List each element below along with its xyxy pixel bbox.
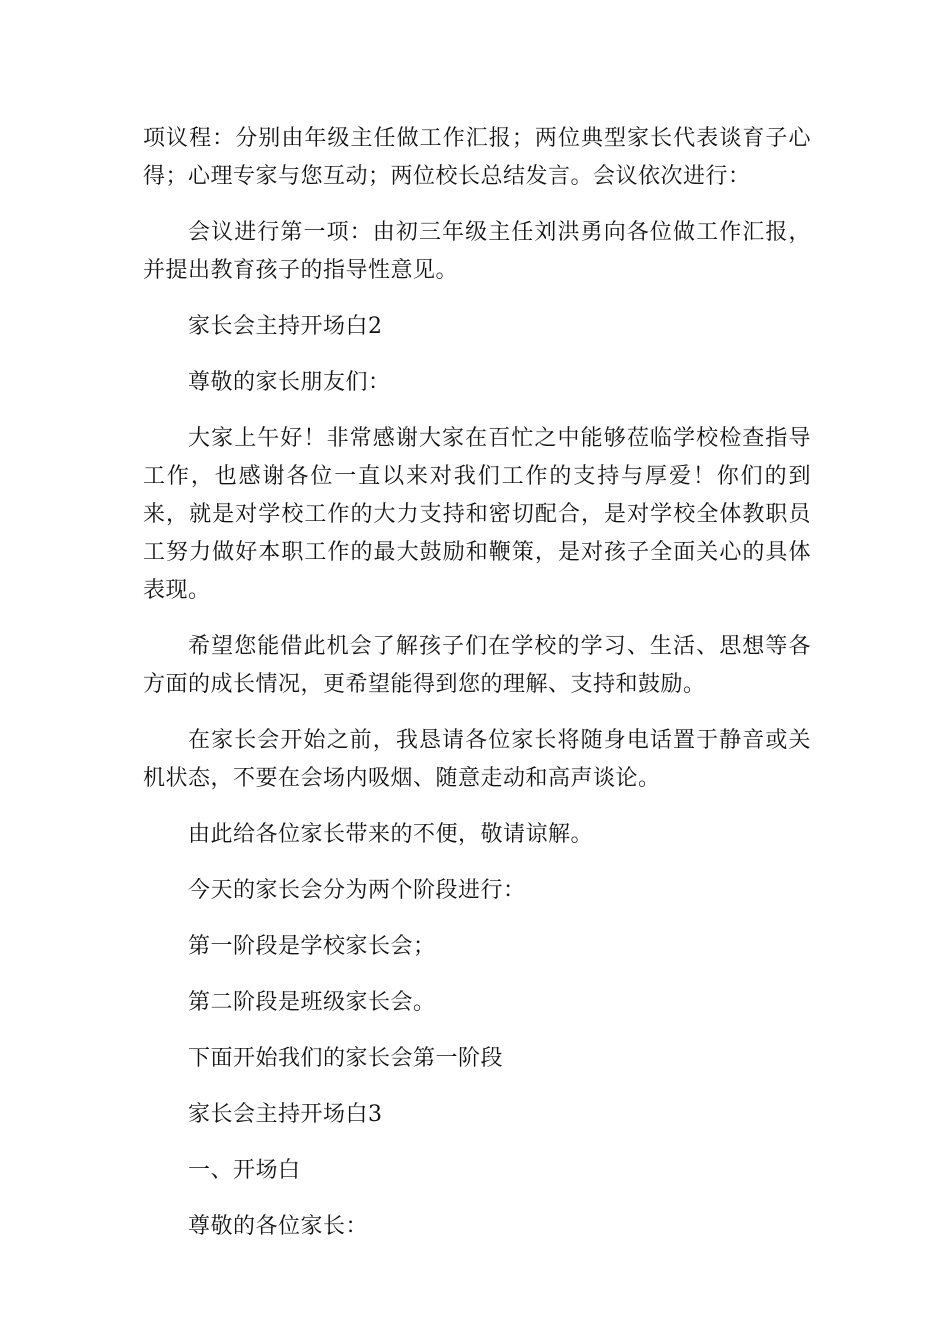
section-heading-2: 家长会主持开场白2	[188, 314, 383, 339]
paragraph-item-one: 会议进行第一项：由初三年级主任刘洪勇向各位做工作汇报，并提出教育孩子的指导性意见。	[143, 220, 811, 283]
section-heading-3: 家长会主持开场白3	[188, 1102, 383, 1127]
paragraph-stage-one: 第一阶段是学校家长会；	[188, 934, 436, 959]
greeting-dear-parents: 尊敬的各位家长：	[188, 1214, 369, 1239]
paragraph-begin-stage-one: 下面开始我们的家长会第一阶段	[188, 1046, 504, 1071]
paragraph-welcome: 大家上午好！非常感谢大家在百忙之中能够莅临学校检查指导工作，也感谢各位一直以来对我们工作的支持与厚爱！你们的到来，就是对学校工作的大力支持和密切配合，是对学校全体教职员工努力做好本职工作的最大鼓励和鞭策，是对孩子全面关心的具体表现。	[143, 426, 811, 603]
paragraph-two-stages: 今天的家长会分为两个阶段进行：	[188, 878, 526, 903]
paragraph-phone-request: 在家长会开始之前，我恳请各位家长将随身电话置于静音或关机状态，不要在会场内吸烟、随意走动和高声谈论。	[143, 728, 811, 791]
document-body	[143, 120, 811, 1264]
paragraph-hope: 希望您能借此机会了解孩子们在学校的学习、生活、思想等各方面的成长情况，更希望能得到您的理解、支持和鼓励。	[143, 634, 811, 697]
paragraph-stage-two: 第二阶段是班级家长会。	[188, 990, 436, 1015]
paragraph-agenda: 项议程：分别由年级主任做工作汇报；两位典型家长代表谈育子心得；心理专家与您互动；两位校长总结发言。会议依次进行：	[143, 126, 811, 189]
paragraph-apology: 由此给各位家长带来的不便，敬请谅解。	[188, 822, 594, 847]
subheading-opening: 一、开场白	[188, 1158, 301, 1183]
greeting-parents-friends: 尊敬的家长朋友们：	[188, 370, 391, 395]
